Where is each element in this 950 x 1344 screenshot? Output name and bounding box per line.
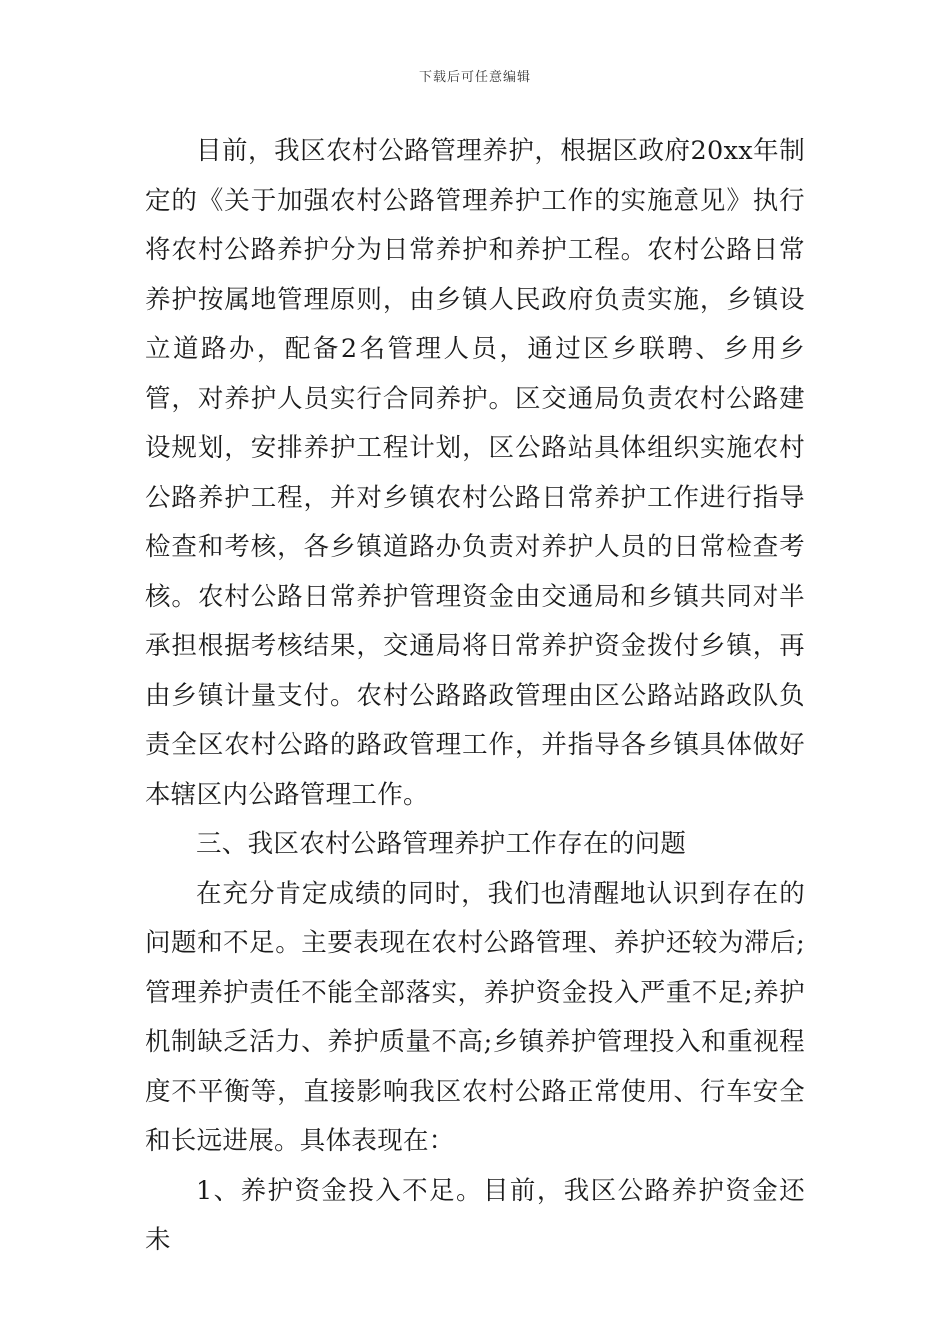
paragraph-management-status: 目前，我区农村公路管理养护，根据区政府20xx年制定的《关于加强农村公路管理养护工作的实施意见》执行将农村公路养护分为日常养护和养护工程。农村公路日常养护按属地管理原则，由乡镇人民政府负责实施，乡镇设立道路办，配备2名管理人员，通过区乡联聘、乡用乡管，对养护人员实行合同养护。区交通局负责农村公路建设规划，安排养护工程计划，区公路站具体组织实施农村公路养护工程，并对乡镇农村公路日常养护工作进行指导检查和考核，各乡镇道路办负责对养护人员的日常检查考核。农村公路日常养护管理资金由交通局和乡镇共同对半承担根据考核结果，交通局将日常养护资金拨付乡镇，再由乡镇计量支付。农村公路路政管理由区公路站路政队负责全区农村公路的路政管理工作，并指导各乡镇具体做好本辖区内公路管理工作。 <box>145 136 805 810</box>
document-body <box>145 127 805 1266</box>
paragraph-problems-overview: 在充分肯定成绩的同时，我们也清醒地认识到存在的问题和不足。主要表现在农村公路管理、养护还较为滞后;管理养护责任不能全部落实，养护资金投入严重不足;养护机制缺乏活力、养护质量不高;乡镇养护管理投入和重视程度不平衡等，直接影响我区农村公路正常使用、行车安全和长远进展。具体表现在： <box>145 878 805 1156</box>
header-note: 下载后可任意编辑 <box>418 70 531 85</box>
paragraph-funding-shortage: 1、养护资金投入不足。目前，我区公路养护资金还未 <box>145 1175 805 1255</box>
section-heading-problems: 三、我区农村公路管理养护工作存在的问题 <box>196 829 687 859</box>
